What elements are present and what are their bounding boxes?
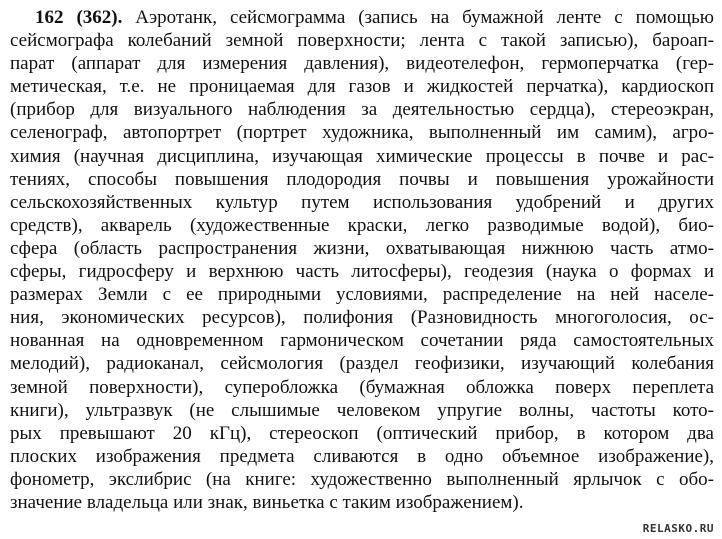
text-line-content: Аэротанк, сейсмограмма (запись на бумажной ленте с помощью — [122, 7, 714, 28]
text-line: ния, экономических ресурсов), полифония (Разновидность многоголосия, ос- — [10, 307, 714, 329]
text-line: (прибор для визуального наблюдения за деятельностью сердца), стереоэкран, — [10, 99, 714, 121]
text-line: нованная на одновременном гармоническом сочетании ряда самостоятельных — [10, 330, 714, 352]
exercise-number: 162 (362). — [35, 7, 123, 28]
text-line: сейсмографа колебаний земной поверхности; лента с такой записью), бароап- — [10, 30, 714, 52]
text-line: фонометр, экслибрис (на книге: художественно выполненный ярлычок с обо- — [10, 468, 714, 490]
text-line: плоских изображения предмета сливаются в одно объемное изображение), — [10, 445, 714, 467]
text-line: размерах Земли с ее природными условиями, распределение на ней населе- — [10, 284, 714, 306]
text-line: парат (аппарат для измерения давления), видеотелефон, гермоперчатка (гер- — [10, 53, 714, 75]
text-line: сферы, гидросферу и верхнюю часть литосферы), геодезия (наука о формах и — [10, 261, 714, 283]
text-line: химия (научная дисциплина, изучающая химические процессы в почве и рас- — [10, 145, 714, 167]
text-line: книги), ультразвук (не слышимые человеком упругие волны, частоты кото- — [10, 399, 714, 421]
text-line: значение владельца или знак, виньетка с таким изображением). — [10, 491, 524, 513]
text-line: средств), акварель (художественные краски, легко разводимые водой), био- — [10, 214, 714, 236]
text-line: селенограф, автопортрет (портрет художника, выполненный им самим), агро- — [10, 122, 714, 144]
text-line: рых превышают 20 кГц), стереоскоп (оптический прибор, в котором два — [10, 422, 714, 444]
text-line: метическая, т.е. не проницаемая для газов и жидкостей перчатка), кардиоскоп — [10, 76, 714, 98]
text-line: мелодий), радиоканал, сейсмология (раздел геофизики, изучающий колебания — [10, 353, 714, 375]
text-line: земной поверхности), суперобложка (бумажная обложка поверх переплета — [10, 376, 714, 398]
exercise-text — [10, 6, 714, 514]
watermark-text: RELASKO.RU — [642, 522, 714, 535]
text-line — [10, 6, 714, 29]
text-line: сфера (область распространения жизни, охватывающая нижнюю часть атмо- — [10, 237, 714, 259]
text-line: сельскохозяйственных культур путем использования удобрений и других — [10, 191, 714, 213]
text-line: тениях, способы повышения плодородия почвы и повышения урожайности — [10, 168, 714, 190]
